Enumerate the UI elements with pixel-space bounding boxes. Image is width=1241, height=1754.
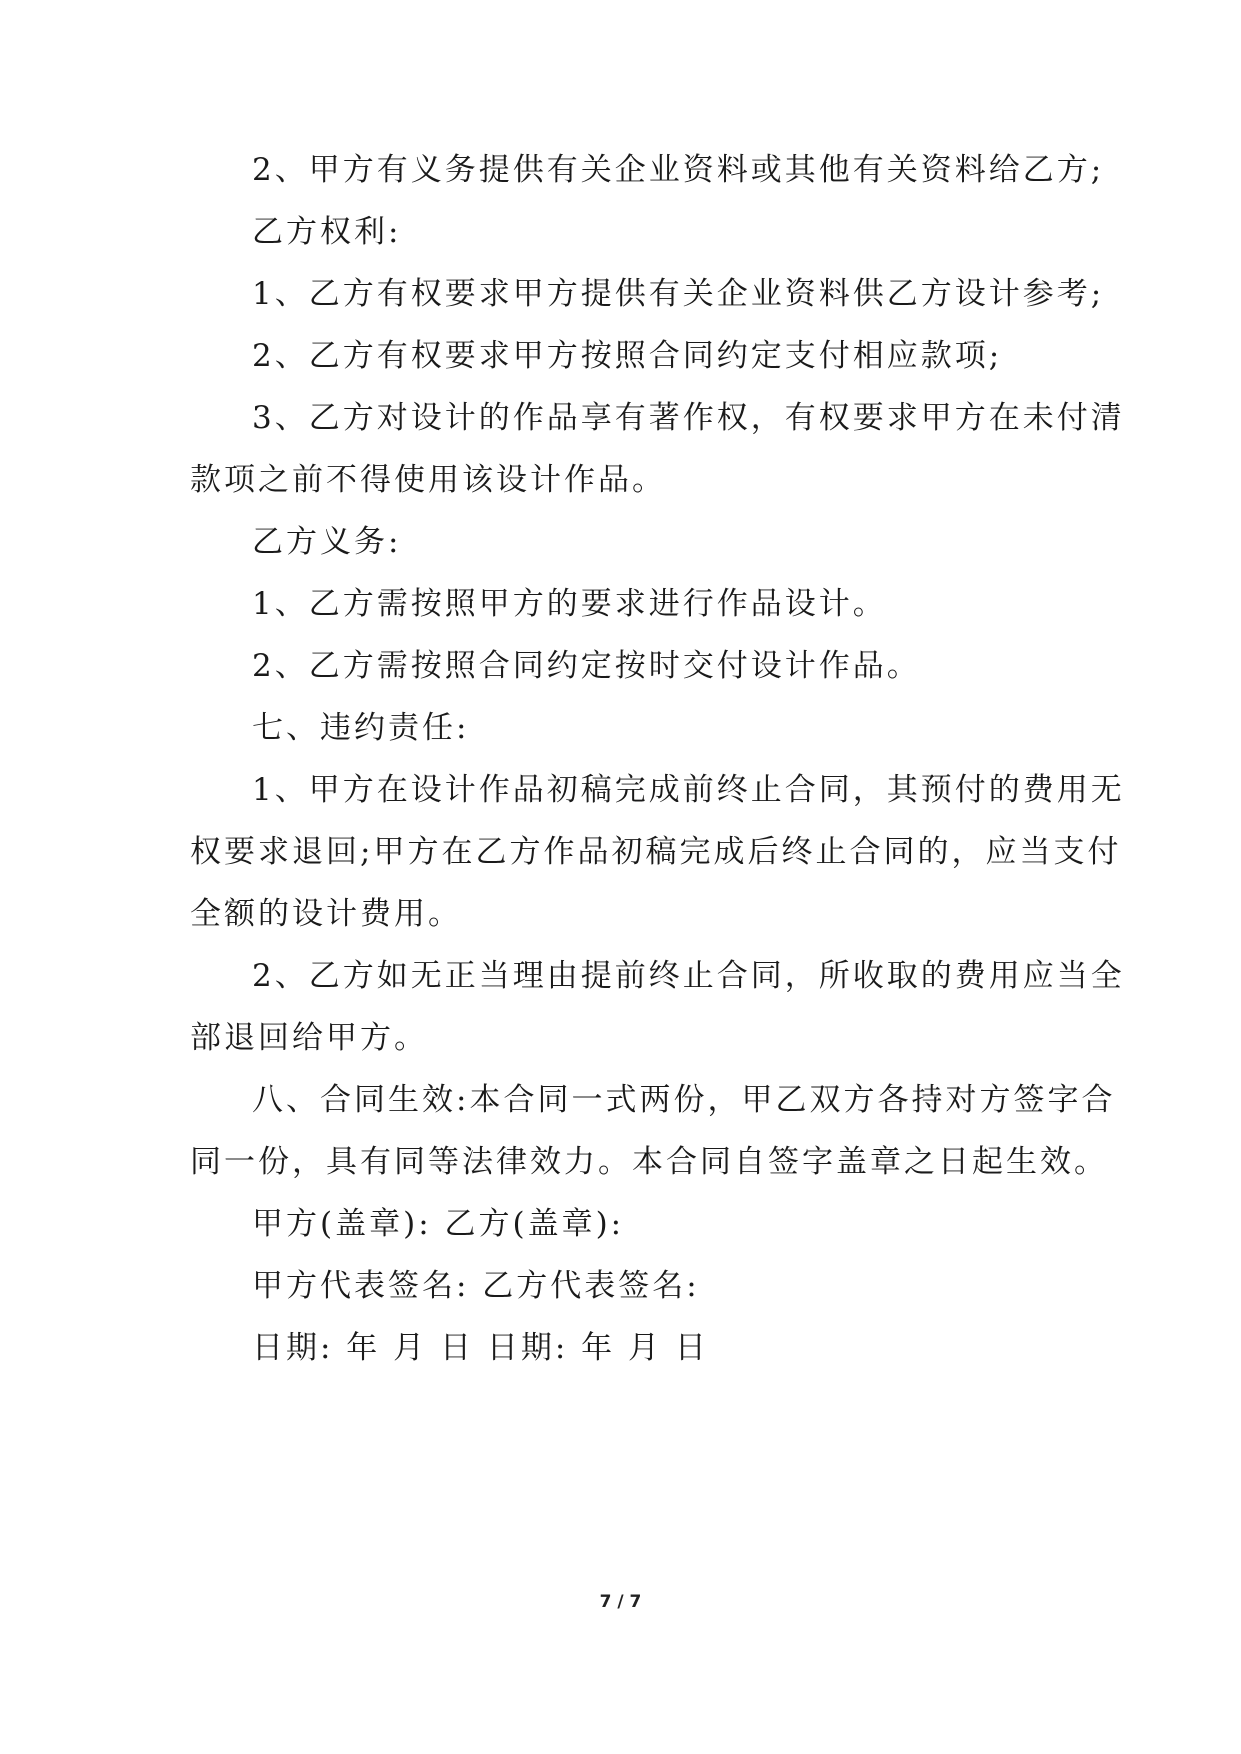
paragraph-line: 2、甲方有义务提供有关企业资料或其他有关资料给乙方; (252, 152, 1105, 188)
section-heading: 七、违约责任: (252, 710, 470, 746)
paragraph-line: 1、乙方需按照甲方的要求进行作品设计。 (252, 586, 887, 622)
signature-name-line: 甲方代表签名: 乙方代表签名: (252, 1268, 700, 1304)
signature-date-line: 日期: 年 月 日 日期: 年 月 日 (252, 1330, 709, 1366)
paragraph-line: 部退回给甲方。 (190, 1020, 428, 1056)
section-heading: 乙方权利: (252, 214, 402, 250)
paragraph-line: 3、乙方对设计的作品享有著作权，有权要求甲方在未付清 (252, 400, 1125, 436)
paragraph-line: 全额的设计费用。 (190, 896, 462, 932)
paragraph-line: 2、乙方有权要求甲方按照合同约定支付相应款项; (252, 338, 1003, 374)
paragraph-line: 2、乙方需按照合同约定按时交付设计作品。 (252, 648, 921, 684)
paragraph-line: 1、乙方有权要求甲方提供有关企业资料供乙方设计参考; (252, 276, 1105, 312)
page-number: 7 / 7 (599, 1592, 642, 1612)
section-heading: 乙方义务: (252, 524, 402, 560)
paragraph-line: 款项之前不得使用该设计作品。 (190, 462, 666, 498)
signature-seal-line: 甲方(盖章): 乙方(盖章): (252, 1206, 625, 1242)
paragraph-line: 1、甲方在设计作品初稿完成前终止合同，其预付的费用无 (252, 772, 1125, 808)
paragraph-line: 权要求退回;甲方在乙方作品初稿完成后终止合同的，应当支付 (190, 834, 1122, 870)
paragraph-line: 八、合同生效:本合同一式两份，甲乙双方各持对方签字合 (252, 1082, 1116, 1118)
paragraph-line: 同一份，具有同等法律效力。本合同自签字盖章之日起生效。 (190, 1144, 1108, 1180)
paragraph-line: 2、乙方如无正当理由提前终止合同，所收取的费用应当全 (252, 958, 1125, 994)
